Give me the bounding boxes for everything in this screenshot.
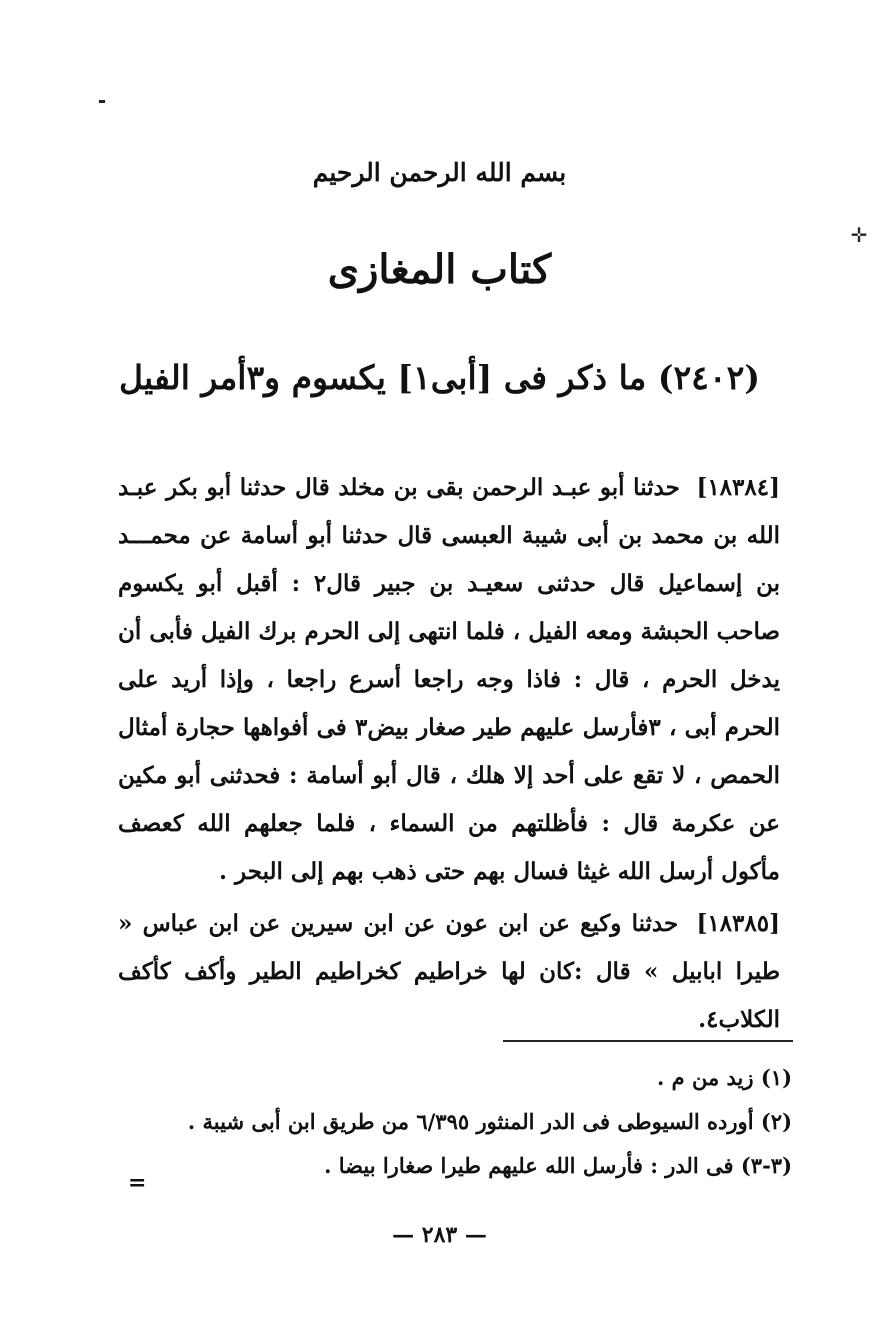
footnotes bbox=[130, 1056, 792, 1188]
hadith-number: [١٨٣٨٤] bbox=[696, 474, 780, 501]
footnote: (٣-٣) فى الدر : فأرسل الله عليهم طيرا صغارا بيضا . bbox=[324, 1153, 792, 1178]
footnote: (١) زيد من م . bbox=[657, 1065, 792, 1090]
chapter-title: (٢٤٠٢) ما ذكر فى [أبى١] يكسوم و٣أمر الفيل bbox=[119, 358, 760, 397]
hadith-number: [١٨٣٨٥] bbox=[696, 910, 780, 937]
hadith-text: حدثنا أبو عبـد الرحمن بقى بن مخلد قال حدثنا أبو بكر عبـد الله بن محمد بن أبى شيبة العبسى قال حدثنا أبو أسامة عن محمـــد بن إسماعيل قال حدثنى سعيـد بن جبير قال٢ : أقبل أبو يكسوم صاحب الحبشة ومعه الفيل ، فلما انتهى إلى الحرم برك الفيل فأبى أن يدخل الحرم ، قال : فاذا وجه راجعا أسرع راجعا ، وإذا أريد على الحرم أبى ، ٣فأرسل عليهم طير صغار بيض٣ فى أفواهها حجارة أمثال الحمص ، لا تقع على أحد إلا هلك ، قال أبو أسامة : فحدثنى أبو مكين عن عكرمة قال : فأظلتهم من السماء ، فلما جعلهم الله كعصف مأكول أرسل الله غيثا فسال بهم حتى ذهب بهم إلى البحر . bbox=[118, 474, 780, 885]
continuation-mark: = bbox=[128, 1170, 147, 1196]
page-number: — ٢٨٣ — bbox=[392, 1222, 487, 1248]
scan-speck bbox=[99, 100, 105, 103]
book-title: كتاب المغازى bbox=[327, 246, 552, 293]
hadith-paragraph bbox=[118, 900, 780, 1044]
footnote-separator bbox=[503, 1040, 793, 1042]
main-text bbox=[118, 464, 780, 1044]
margin-cross-mark: ✛ bbox=[850, 223, 868, 247]
hadith-paragraph bbox=[118, 464, 780, 896]
footnote: (٢) أورده السيوطى فى الدر المنثور ٦/٣٩٥ من طريق ابن أبى شيبة . bbox=[187, 1109, 792, 1134]
hadith-text: حدثنا وكيع عن ابن عون عن ابن سيرين عن ابن عباس « طيرا ابابيل » قال :كان لها خراطيم كخراطيم الطير وأكف كأكف الكلاب٤. bbox=[118, 910, 780, 1033]
basmala: بسم الله الرحمن الرحيم bbox=[312, 158, 567, 187]
